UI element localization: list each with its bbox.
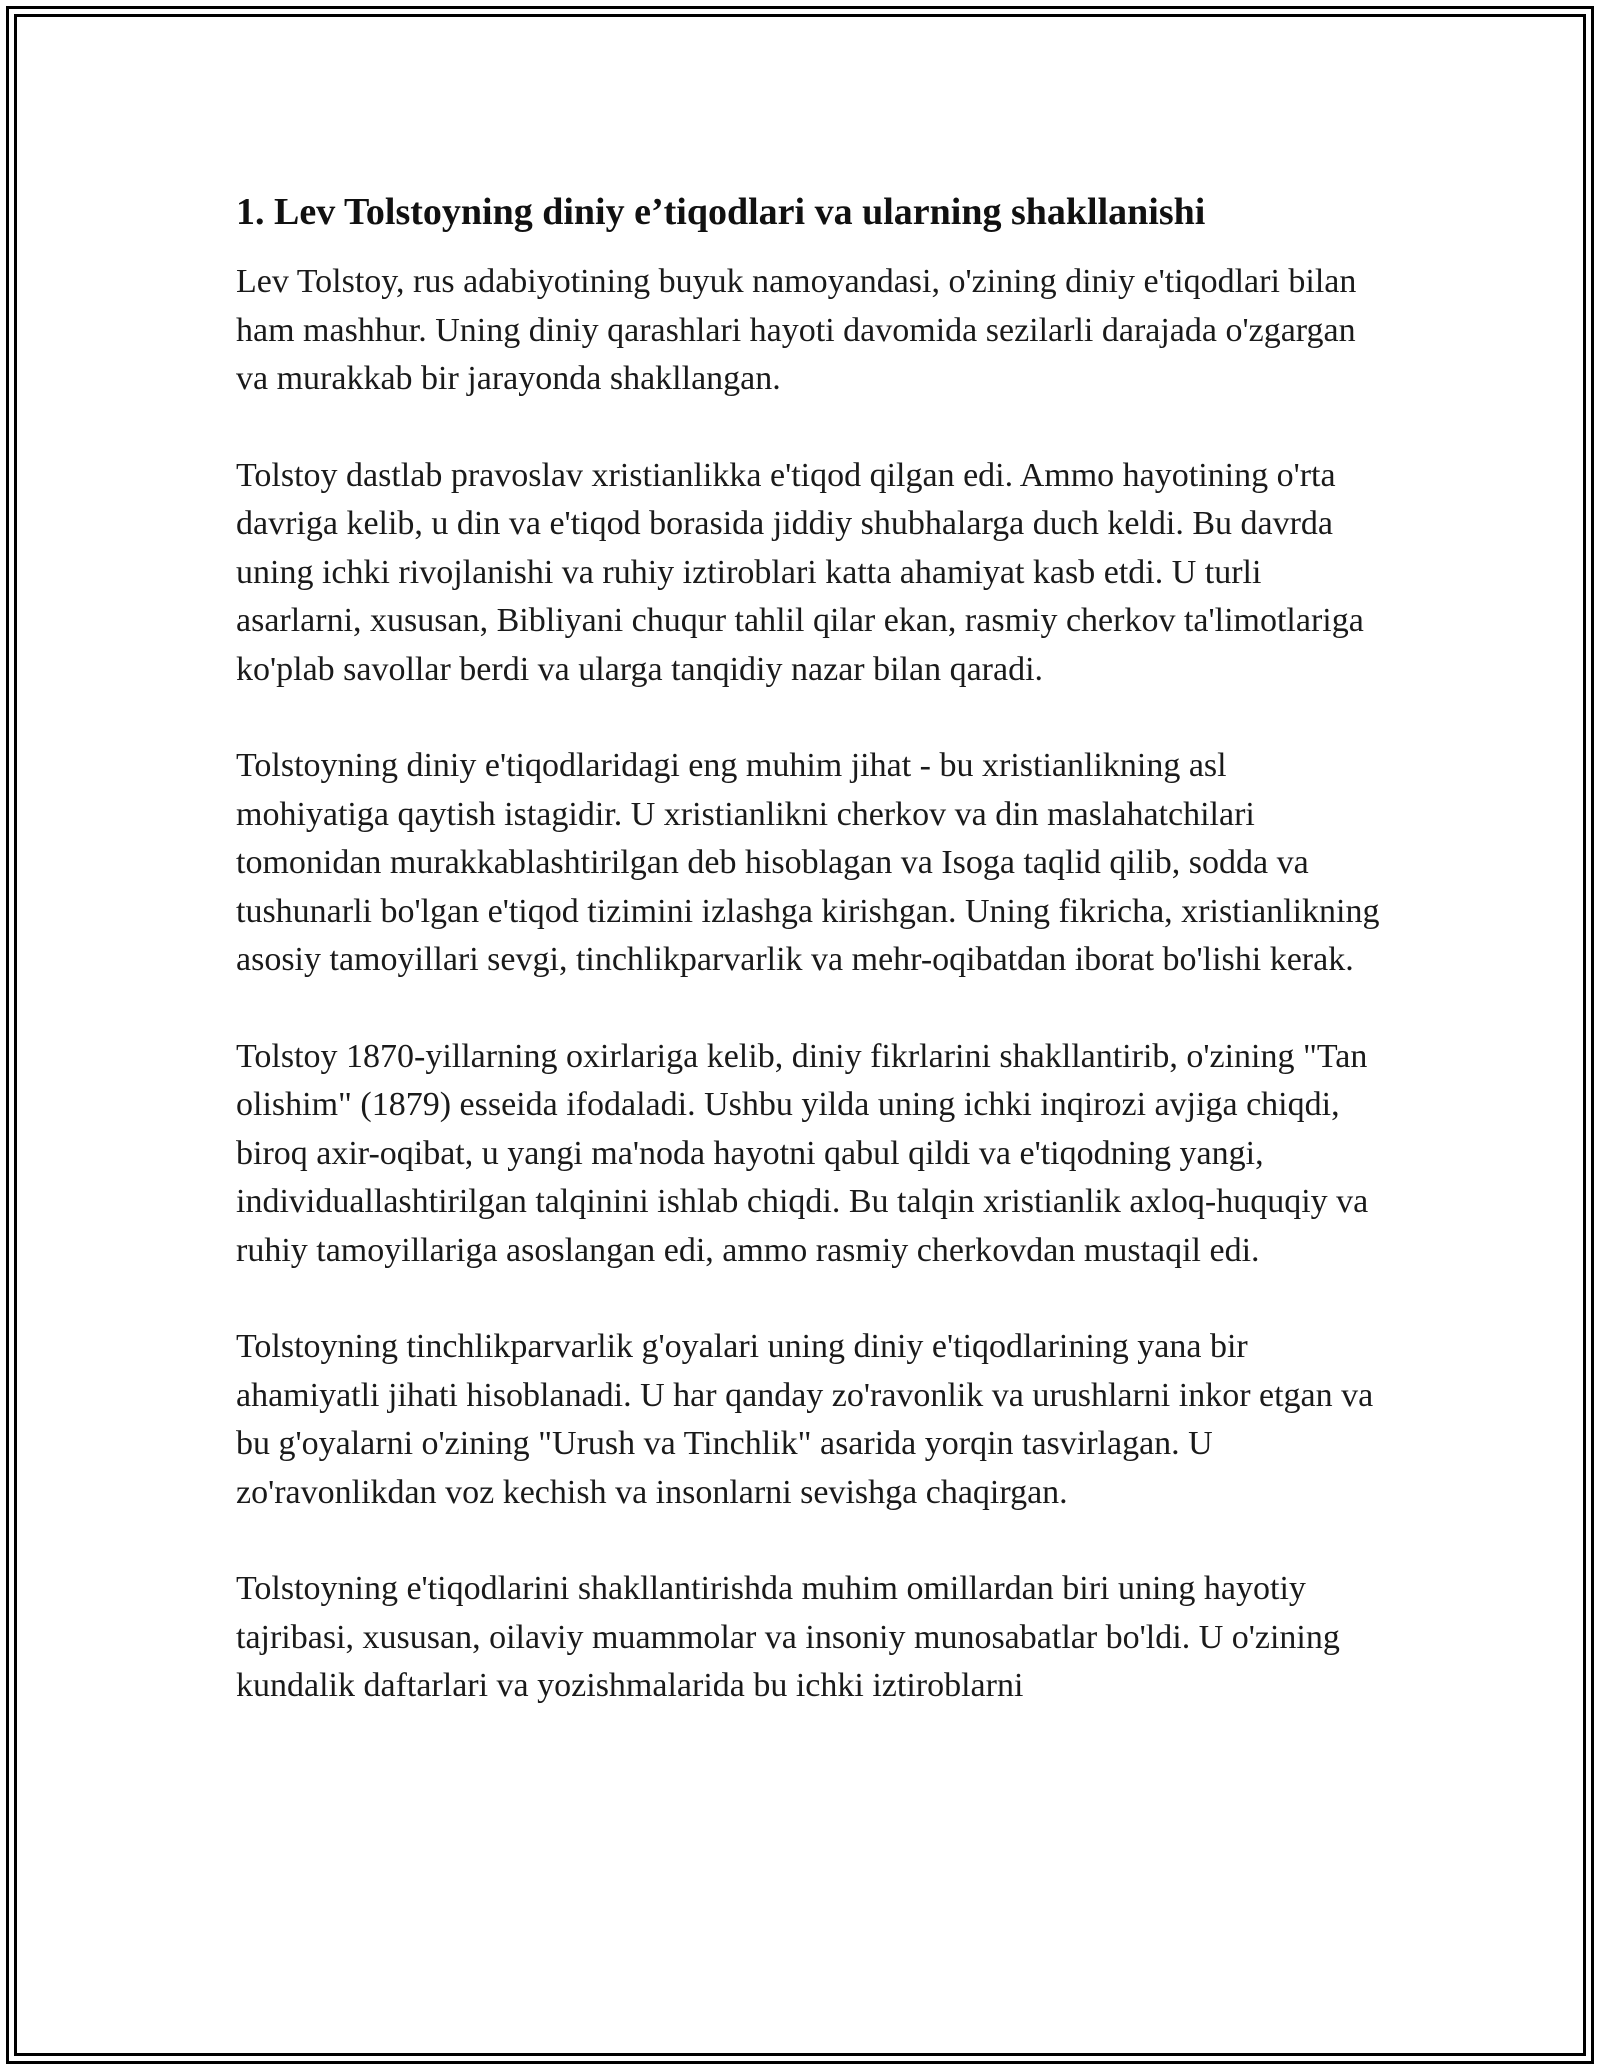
document-body — [236, 186, 1386, 1759]
paragraph-3: Tolstoyning diniy e'tiqodlaridagi eng muhim jihat - bu xristianlikning asl mohiyatiga qaytish istagidir. U xristianlikni cherkov va din maslahatchilari tomonidan murakkablashtirilgan deb hisoblagan va Isoga taqlid qilib, sodda va tushunarli bo'lgan e'tiqod tizimini izlashga kirishgan. Uning fikricha, xristianlikning asosiy tamoyillari sevgi, tinchlikparvarlik va mehr-oqibatdan iborat bo'lishi kerak. — [236, 747, 1380, 978]
paragraph-1: Lev Tolstoy, rus adabiyotining buyuk namoyandasi, o'zining diniy e'tiqodlari bilan ham mashhur. Uning diniy qarashlari hayoti davomida sezilarli darajada o'zgargan va murakkab bir jarayonda shakllangan. — [236, 263, 1357, 397]
section-heading: 1. Lev Tolstoyning diniy e’tiqodlari va ularning shakllanishi — [236, 191, 1206, 233]
paragraph-4: Tolstoy 1870-yillarning oxirlariga kelib, diniy fikrlarini shakllantirib, o'zining "Tan olishim" (1879) esseida ifodaladi. Ushbu yilda uning ichki inqirozi avjiga chiqdi, biroq axir-oqibat, u yangi ma'noda hayotni qabul qildi va e'tiqodning yangi, individuallashtirilgan talqinini ishlab chiqdi. Bu talqin xristianlik axloq-huquqiy va ruhiy tamoyillariga asoslangan edi, ammo rasmiy cherkovdan mustaqil edi. — [236, 1037, 1369, 1269]
paragraph-5: Tolstoyning tinchlikparvarlik g'oyalari uning diniy e'tiqodlarining yana bir ahamiyatli jihati hisoblanadi. U har qanday zo'ravonlik va urushlarni inkor etgan va bu g'oyalarni o'zining "Urush va Tinchlik" asarida yorqin tasvirlagan. U zo'ravonlikdan voz kechish va insonlarni sevishga chaqirgan. — [236, 1328, 1374, 1511]
paragraph-2: Tolstoy dastlab pravoslav xristianlikka e'tiqod qilgan edi. Ammo hayotining o'rta davriga kelib, u din va e'tiqod borasida jiddiy shubhalarga duch keldi. Bu davrda uning ichki rivojlanishi va ruhiy iztiroblari katta ahamiyat kasb etdi. U turli asarlarni, xususan, Bibliyani chuqur tahlil qilar ekan, rasmiy cherkov ta'limotlariga ko'plab savollar berdi va ularga tanqidiy nazar bilan qaradi. — [236, 456, 1364, 688]
paragraph-6: Tolstoyning e'tiqodlarini shakllantirishda muhim omillardan biri uning hayotiy tajribasi, xususan, oilaviy muammolar va insoniy munosabatlar bo'ldi. U o'zining kundalik daftarlari va yozishmalarida bu ichki iztiroblarni — [236, 1570, 1340, 1704]
